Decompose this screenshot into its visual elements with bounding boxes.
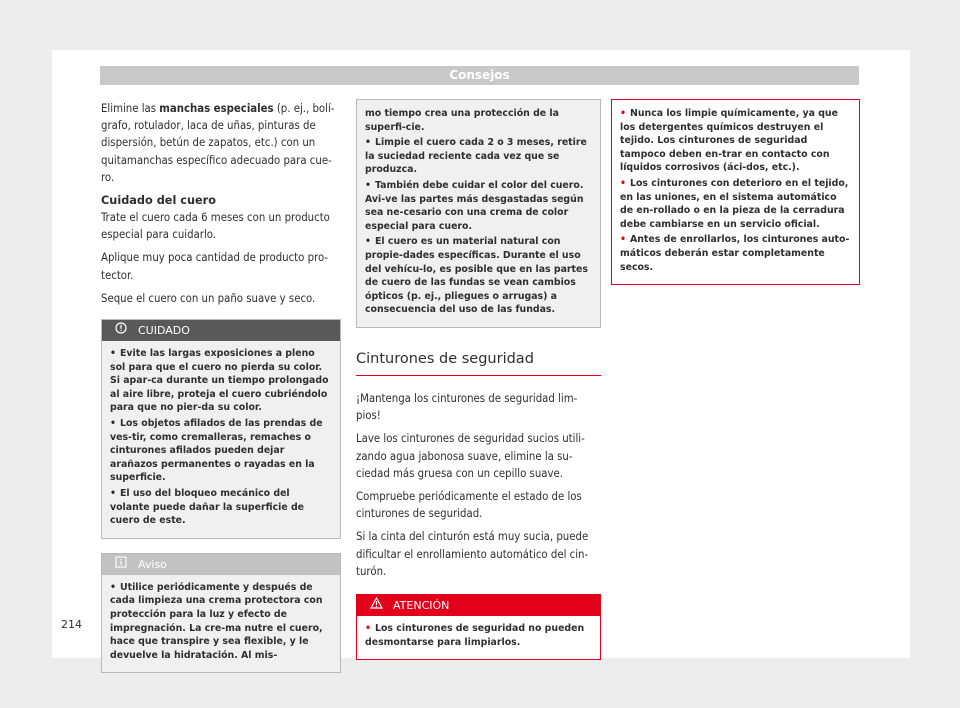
column-1 <box>101 100 341 673</box>
warning-triangle-icon <box>365 595 387 616</box>
list-item: • Los cinturones con deterioro en el tejido, en las uniones, en el sistema automático de en-rollado o en la pieza de la cerradura debe cambiarse en un servicio oficial. <box>620 177 849 230</box>
notice-box-continued <box>356 99 601 328</box>
caution-body <box>102 341 340 538</box>
paragraph-dirty-strap: Si la cinta del cinturón está muy sucia, puede dificultar el enrollamiento automático del cin-turón. <box>356 530 589 578</box>
page-number: 214 <box>61 618 82 631</box>
caution-label: CUIDADO <box>138 324 190 338</box>
list-item: • Los cinturones de seguridad no pueden desmontarse para limpiarlos. <box>365 622 585 648</box>
warning-label: ATENCIÓN <box>393 598 450 612</box>
list-item: • El uso del bloqueo mecánico del volante puede dañar la superficie de cuero de este. <box>110 487 305 527</box>
list-item: • Nunca los limpie químicamente, ya que los detergentes químicos destruyen el tejido. Los cinturones de seguridad tampoco deben en-trar en contacto con líquidos corrosivos (áci-dos, etc.). <box>620 108 838 174</box>
list-item: • También debe cuidar el color del cuero. Avi-ve las partes más desgastadas según sea ne-cesario con una crema de color especial para cuero. <box>365 179 584 232</box>
paragraph-wash: Lave los cinturones de seguridad sucios utili-zando agua jabonosa suave, elimine la su-ciedad más gruesa con un cepillo suave. <box>356 432 585 480</box>
section-title-seatbelts: Cinturones de seguridad <box>356 348 601 376</box>
list-item: • Utilice periódicamente y después de cada limpieza una crema protectora con protección para la luz y efecto de impregnación. La cre-ma nutre el cuero, hace que transpire y sea flexible, y le devuelve la hidratación. Al mis- <box>110 581 323 661</box>
paragraph-apply: Aplique muy poca cantidad de producto pro-tector. <box>101 251 329 282</box>
warning-body <box>357 616 600 659</box>
caution-box <box>101 319 341 539</box>
caution-header <box>102 320 340 341</box>
notice-label: Aviso <box>138 557 167 571</box>
paragraph-dry: Seque el cuero con un paño suave y seco. <box>101 291 316 305</box>
paragraph-treat: Trate el cuero cada 6 meses con un producto especial para cuidarlo. <box>101 211 330 242</box>
bold-term: manchas especiales <box>159 102 274 115</box>
list-item: • El cuero es un material natural con propie-dades específicas. Durante el uso del vehícu-lo, es posible que en las partes de cuero de las fundas se vean cambios ópticos (p. ej., pliegues o arrugas) a consecuencia del uso de las fundas. <box>365 236 588 316</box>
continuation-text: mo tiempo crea una protección de la superfi-cie. <box>365 108 559 133</box>
list-item: • Limpie el cuero cada 2 o 3 meses, retire la suciedad reciente cada vez que se produzca. <box>365 137 587 176</box>
paragraph-check: Compruebe periódicamente el estado de los cinturones de seguridad. <box>356 489 582 521</box>
text-segment: (p. ej., bolí-grafo, rotulador, laca de uñas, pinturas de dispersión, betún de zapatos, etc.) con un quitamanchas específico adecuado para cue-ro. <box>101 102 335 184</box>
page-header: Consejos <box>100 66 859 85</box>
warning-body-continued <box>612 100 859 284</box>
warning-box-continued <box>611 99 860 285</box>
column-2 <box>356 99 601 660</box>
exclamation-circle-icon <box>110 320 132 341</box>
paragraph-keep-clean: ¡Mantenga los cinturones de seguridad lim-pios! <box>356 391 578 423</box>
notice-body <box>102 575 340 673</box>
info-icon <box>110 554 132 575</box>
notice-box <box>101 553 341 674</box>
column-3 <box>611 99 860 285</box>
subheading-leather-care: Cuidado del cuero <box>101 194 216 208</box>
paragraph-stains <box>101 100 341 186</box>
warning-box <box>356 594 601 660</box>
notice-header <box>102 554 340 575</box>
warning-header <box>357 595 600 616</box>
notice-body-continued <box>357 100 600 327</box>
list-item: • Evite las largas exposiciones a pleno sol para que el cuero no pierda su color. Si apar-ca durante un tiempo prolongado al aire libre, proteja el cuero cubriéndolo para que no pier-da su color. <box>110 348 329 414</box>
list-item: • Antes de enrollarlos, los cinturones auto-máticos deberán estar completamente secos. <box>620 234 850 273</box>
text-segment: Elimine las <box>101 102 160 115</box>
list-item: • Los objetos afilados de las prendas de ves-tir, como cremalleras, remaches o cinturones afilados pueden dejar arañazos permanentes o rayadas en la superficie. <box>110 418 323 484</box>
